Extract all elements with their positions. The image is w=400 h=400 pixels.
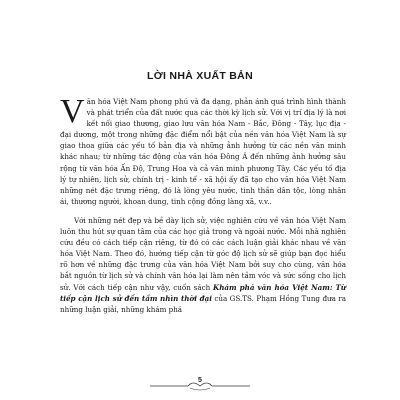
page-heading: LỜI NHÀ XUẤT BẢN xyxy=(147,70,253,82)
drop-cap: V xyxy=(60,93,85,130)
body-text xyxy=(60,93,346,315)
paragraph-2-text-before: Với những nét đẹp và bề dày lịch sử, việc nghiên cứu về văn hóa Việt Nam luôn thu hút sự quan tâm của các học giả trong và ngoài nước. Mỗi nhà nghiên cứu đều có cách tiếp cận riêng, từ đó có các cách luận giải khác nhau về văn hóa Việt Nam. Theo đó, hướng tiếp cận từ góc độ lịch sử sẽ giúp bạn đọc hiểu rõ hơn về những đặc trưng của văn hóa Việt Nam bởi suy cho cùng, văn hóa bắt nguồn từ lịch sử và chính văn hóa lại làm nên tầm vóc và sức sống cho lịch sử. Với cách tiếp cận như vậy, cuốn sách xyxy=(60,215,346,292)
page-number: 5 xyxy=(198,377,202,384)
paragraph-2-text-after: của GS.TS. Phạm Hồng Tung đưa ra những luận giải, những khám phá xyxy=(60,293,346,314)
paragraph-1-text: ăn hóa Việt Nam phong phú và đa dạng, phản ánh quá trình hình thành và phát triển của đất nước qua các thời kỳ lịch sử. Với vị trí địa lý là nơi kết nối giao thương, giao lưu văn hóa Nam - Bắc, Đông - Tây, lục địa - đại dương, một trong những đặc điểm nổi bật của nền văn hóa Việt Nam là sự giao thoa giữa các yếu tố bản địa và những ảnh hưởng từ các nền văn minh khác nhau; từ những tác động của văn hóa Đông Á đến những ảnh hưởng sâu rộng từ văn hóa Ấn Độ, Trung Hoa và cả văn minh phương Tây. Các yếu tố địa lý tự nhiên, lịch sử, chính trị - kinh tế - xã hội ấy đã tạo cho văn hóa Việt Nam những nét đặc trưng riêng, đó là lòng yêu nước, tinh thần dân tộc, lòng nhân ái, thương người, khoan dung, tinh cộng đồng làng xã, v.v.. xyxy=(60,97,346,206)
page-footer xyxy=(0,377,400,393)
book-title: Khám phá văn hóa Việt Nam: Từ tiếp cận lịch sử đến tầm nhìn thời đại xyxy=(60,282,346,303)
paragraph-2 xyxy=(60,215,346,315)
paragraph-1 xyxy=(60,93,346,207)
